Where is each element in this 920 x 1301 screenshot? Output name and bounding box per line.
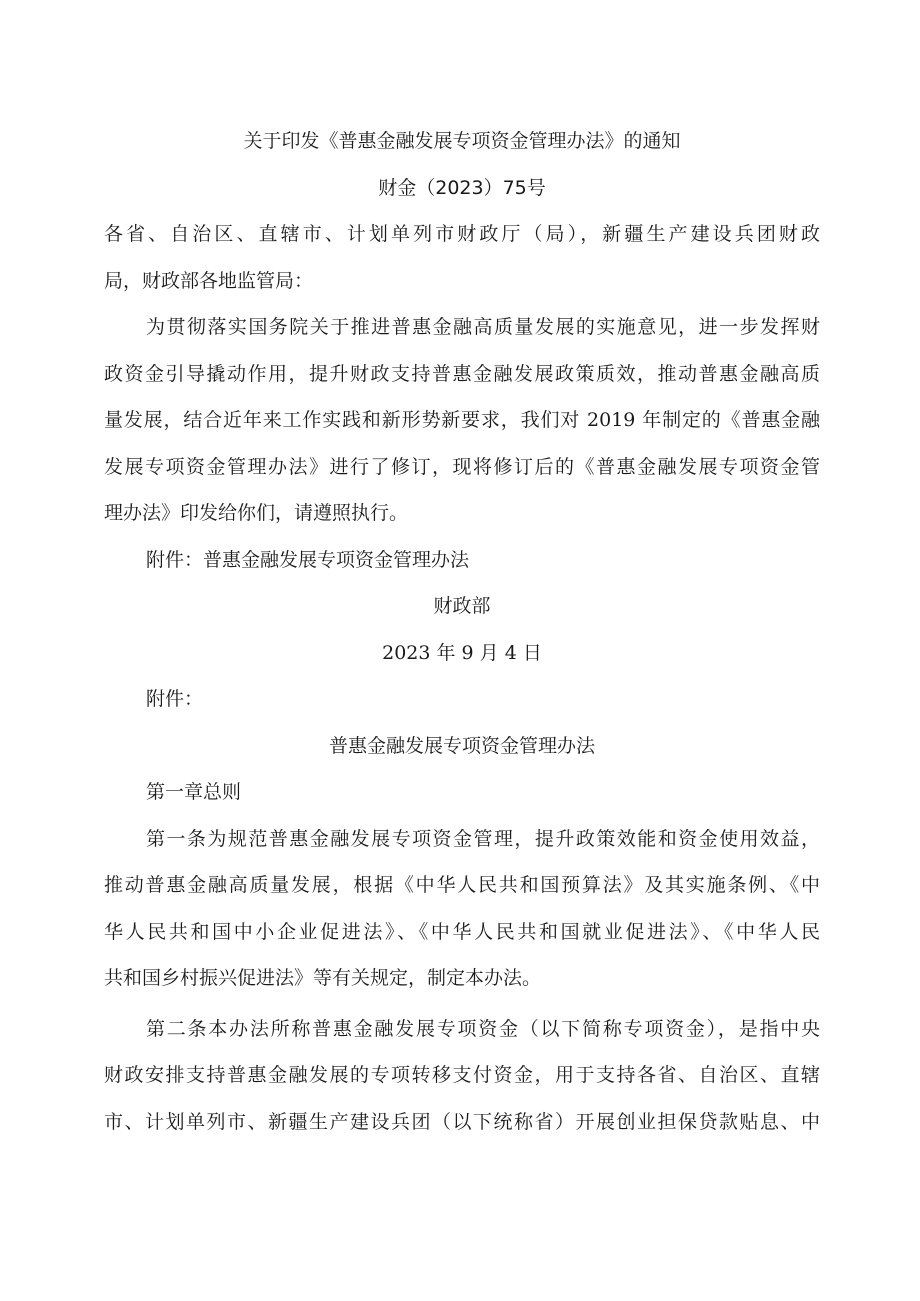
addressee-line: 局，财政部各地监管局：: [104, 269, 314, 292]
article-2-line: 市、计划单列市、新疆生产建设兵团（以下统称省）开展创业担保贷款贴息、中: [104, 1110, 820, 1133]
body-paragraph-line: 理办法》印发给你们，请遵照执行。: [104, 502, 409, 524]
document-number: 财金（2023）75号: [378, 176, 546, 199]
issue-date: 2023 年 9 月 4 日: [382, 641, 542, 664]
article-1-line: 共和国乡村振兴促进法》等有关规定，制定本办法。: [104, 967, 542, 989]
body-paragraph-line: 为贯彻落实国务院关于推进普惠金融高质量发展的实施意见，进一步发挥财: [146, 316, 820, 338]
issuer-name: 财政部: [433, 595, 491, 617]
article-2-line: 第二条本办法所称普惠金融发展专项资金（以下简称专项资金），是指中央: [146, 1017, 820, 1040]
document-page: [104, 118, 820, 1145]
annex-label: 附件：: [146, 688, 204, 710]
addressee-line: 各省、自治区、直辖市、计划单列市财政厅（局），新疆生产建设兵团财政: [104, 223, 820, 245]
article-1-line: 推动普惠金融高质量发展，根据《中华人民共和国预算法》及其实施条例、《中: [104, 874, 820, 896]
article-1-line: 第一条为规范普惠金融发展专项资金管理，提升政策效能和资金使用效益，: [146, 827, 820, 850]
notice-title: 关于印发《普惠金融发展专项资金管理办法》的通知: [243, 130, 681, 152]
article-1-line: 华人民共和国中小企业促进法》、《中华人民共和国就业促进法》、《中华人民: [104, 920, 820, 943]
attachment-line: 附件：普惠金融发展专项资金管理办法: [146, 548, 470, 571]
article-2-line: 财政安排支持普惠金融发展的专项转移支付资金，用于支持各省、自治区、直辖: [104, 1064, 820, 1086]
body-paragraph-line: 量发展，结合近年来工作实践和新形势新要求，我们对 2019 年制定的《普惠金融: [104, 409, 820, 431]
body-paragraph-line: 政资金引导撬动作用，提升财政支持普惠金融发展政策质效，推动普惠金融高质: [104, 362, 820, 385]
body-paragraph-line: 发展专项资金管理办法》进行了修订，现将修订后的《普惠金融发展专项资金管: [104, 455, 820, 478]
annex-title: 普惠金融发展专项资金管理办法: [328, 734, 595, 757]
chapter-heading: 第一章总则: [146, 781, 242, 803]
